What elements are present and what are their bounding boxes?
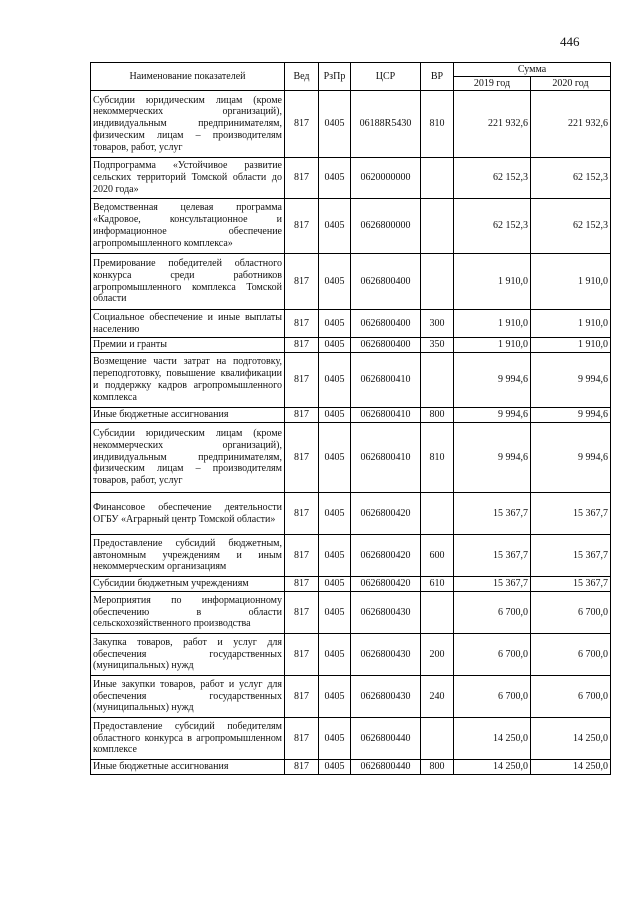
row-name: Субсидии бюджетным учреждениям: [91, 577, 285, 592]
row-rzpr: 0405: [319, 718, 351, 760]
row-sum-2020: 9 994,6: [531, 423, 611, 493]
row-vr: 350: [421, 338, 454, 353]
row-sum-2020: 1 910,0: [531, 254, 611, 310]
row-ved: 817: [285, 158, 319, 199]
row-csr: 0626800420: [351, 577, 421, 592]
header-rzpr: РзПр: [319, 63, 351, 91]
row-sum-2019: 15 367,7: [454, 535, 531, 577]
table-row: [91, 408, 611, 423]
row-name: Ведомственная целевая программа «Кадровое, консультационное и информационное обеспечение агропромышленного комплекса»: [91, 199, 285, 254]
row-sum-2019: 6 700,0: [454, 634, 531, 676]
row-csr: 0626800400: [351, 310, 421, 338]
header-name: Наименование показателей: [91, 63, 285, 91]
row-sum-2019: 9 994,6: [454, 353, 531, 408]
row-ved: 817: [285, 199, 319, 254]
row-ved: 817: [285, 676, 319, 718]
row-csr: 0626800410: [351, 408, 421, 423]
row-csr: 0626800420: [351, 493, 421, 535]
row-sum-2020: 6 700,0: [531, 634, 611, 676]
table-row: [91, 634, 611, 676]
table-header: [91, 63, 611, 91]
table-row: [91, 760, 611, 775]
row-name: Премирование победителей областного конкурса среди работников агропромышленного комплекса Томской области: [91, 254, 285, 310]
row-sum-2019: 62 152,3: [454, 199, 531, 254]
header-csr: ЦСР: [351, 63, 421, 91]
table-row: [91, 577, 611, 592]
row-sum-2020: 221 932,6: [531, 91, 611, 158]
row-name: Иные бюджетные ассигнования: [91, 408, 285, 423]
table-row: [91, 676, 611, 718]
row-ved: 817: [285, 760, 319, 775]
row-vr: [421, 158, 454, 199]
row-csr: 0626800410: [351, 423, 421, 493]
row-vr: 800: [421, 760, 454, 775]
row-sum-2020: 6 700,0: [531, 592, 611, 634]
row-rzpr: 0405: [319, 338, 351, 353]
row-sum-2020: 1 910,0: [531, 310, 611, 338]
row-rzpr: 0405: [319, 199, 351, 254]
row-sum-2020: 15 367,7: [531, 493, 611, 535]
row-vr: [421, 199, 454, 254]
row-sum-2019: 62 152,3: [454, 158, 531, 199]
row-vr: 810: [421, 91, 454, 158]
row-rzpr: 0405: [319, 408, 351, 423]
row-rzpr: 0405: [319, 423, 351, 493]
table-row: [91, 254, 611, 310]
row-vr: [421, 592, 454, 634]
row-sum-2020: 15 367,7: [531, 535, 611, 577]
row-vr: [421, 718, 454, 760]
row-ved: 817: [285, 91, 319, 158]
row-vr: 200: [421, 634, 454, 676]
table-row: [91, 310, 611, 338]
row-rzpr: 0405: [319, 91, 351, 158]
row-sum-2020: 15 367,7: [531, 577, 611, 592]
row-rzpr: 0405: [319, 310, 351, 338]
row-csr: 0626800410: [351, 353, 421, 408]
row-ved: 817: [285, 493, 319, 535]
header-2019: 2019 год: [454, 77, 531, 91]
row-csr: 0626800430: [351, 592, 421, 634]
row-rzpr: 0405: [319, 592, 351, 634]
table-row: [91, 158, 611, 199]
row-vr: 810: [421, 423, 454, 493]
row-sum-2020: 9 994,6: [531, 408, 611, 423]
row-sum-2020: 14 250,0: [531, 718, 611, 760]
row-csr: 0626800420: [351, 535, 421, 577]
row-name: Иные бюджетные ассигнования: [91, 760, 285, 775]
row-vr: 600: [421, 535, 454, 577]
row-ved: 817: [285, 535, 319, 577]
table-row: [91, 199, 611, 254]
row-sum-2020: 14 250,0: [531, 760, 611, 775]
row-sum-2019: 6 700,0: [454, 592, 531, 634]
row-name: Премии и гранты: [91, 338, 285, 353]
row-ved: 817: [285, 577, 319, 592]
row-vr: 610: [421, 577, 454, 592]
row-name: Субсидии юридическим лицам (кроме некоммерческих организаций), индивидуальным предпринимателям, физическим лицам – производителям товаров, работ, услуг: [91, 91, 285, 158]
row-csr: 0620000000: [351, 158, 421, 199]
row-csr: 0626800440: [351, 718, 421, 760]
row-sum-2019: 1 910,0: [454, 254, 531, 310]
row-rzpr: 0405: [319, 353, 351, 408]
table-row: [91, 592, 611, 634]
table-row: [91, 353, 611, 408]
row-csr: 0626800000: [351, 199, 421, 254]
row-sum-2020: 62 152,3: [531, 158, 611, 199]
row-rzpr: 0405: [319, 577, 351, 592]
row-ved: 817: [285, 718, 319, 760]
row-csr: 0626800440: [351, 760, 421, 775]
row-sum-2019: 14 250,0: [454, 760, 531, 775]
row-rzpr: 0405: [319, 158, 351, 199]
table-row: [91, 423, 611, 493]
row-name: Предоставление субсидий бюджетным, автономным учреждениям и иным некоммерческим организациям: [91, 535, 285, 577]
row-sum-2019: 9 994,6: [454, 408, 531, 423]
table-row: [91, 493, 611, 535]
row-sum-2019: 15 367,7: [454, 577, 531, 592]
row-rzpr: 0405: [319, 493, 351, 535]
budget-table: [90, 62, 611, 775]
row-vr: [421, 254, 454, 310]
row-csr: 0626800400: [351, 254, 421, 310]
row-name: Финансовое обеспечение деятельности ОГБУ «Аграрный центр Томской области»: [91, 493, 285, 535]
header-2020: 2020 год: [531, 77, 611, 91]
header-ved: Вед: [285, 63, 319, 91]
row-rzpr: 0405: [319, 535, 351, 577]
row-name: Закупка товаров, работ и услуг для обеспечения государственных (муниципальных) нужд: [91, 634, 285, 676]
row-csr: 0626800430: [351, 634, 421, 676]
row-csr: 06188R5430: [351, 91, 421, 158]
row-rzpr: 0405: [319, 760, 351, 775]
row-ved: 817: [285, 353, 319, 408]
row-name: Мероприятия по информационному обеспечению в области сельскохозяйственного производства: [91, 592, 285, 634]
row-sum-2020: 6 700,0: [531, 676, 611, 718]
row-rzpr: 0405: [319, 254, 351, 310]
row-name: Социальное обеспечение и иные выплаты населению: [91, 310, 285, 338]
row-name: Предоставление субсидий победителям областного конкурса в агропромышленном комплексе: [91, 718, 285, 760]
table-row: [91, 91, 611, 158]
row-sum-2019: 1 910,0: [454, 338, 531, 353]
row-vr: 240: [421, 676, 454, 718]
page-number: 446: [560, 34, 580, 49]
row-vr: [421, 353, 454, 408]
row-sum-2019: 15 367,7: [454, 493, 531, 535]
row-sum-2019: 221 932,6: [454, 91, 531, 158]
table-row: [91, 535, 611, 577]
row-sum-2020: 1 910,0: [531, 338, 611, 353]
row-ved: 817: [285, 423, 319, 493]
row-name: Подпрограмма «Устойчивое развитие сельских территорий Томской области до 2020 года»: [91, 158, 285, 199]
row-ved: 817: [285, 338, 319, 353]
row-name: Иные закупки товаров, работ и услуг для обеспечения государственных (муниципальных) нужд: [91, 676, 285, 718]
row-csr: 0626800400: [351, 338, 421, 353]
row-rzpr: 0405: [319, 676, 351, 718]
row-ved: 817: [285, 592, 319, 634]
row-vr: [421, 493, 454, 535]
header-vr: ВР: [421, 63, 454, 91]
row-sum-2019: 6 700,0: [454, 676, 531, 718]
table-row: [91, 718, 611, 760]
row-ved: 817: [285, 634, 319, 676]
row-rzpr: 0405: [319, 634, 351, 676]
row-ved: 817: [285, 310, 319, 338]
row-sum-2019: 1 910,0: [454, 310, 531, 338]
header-sum: Сумма: [454, 63, 611, 77]
row-ved: 817: [285, 254, 319, 310]
table-body: [91, 91, 611, 775]
row-vr: 800: [421, 408, 454, 423]
row-sum-2019: 9 994,6: [454, 423, 531, 493]
row-name: Субсидии юридическим лицам (кроме некоммерческих организаций), индивидуальным предпринимателям, физическим лицам – производителям товаров, работ, услуг: [91, 423, 285, 493]
row-name: Возмещение части затрат на подготовку, переподготовку, повышение квалификации и поддержку кадров агропромышленного комплекса: [91, 353, 285, 408]
table-row: [91, 338, 611, 353]
row-sum-2020: 9 994,6: [531, 353, 611, 408]
row-sum-2020: 62 152,3: [531, 199, 611, 254]
row-ved: 817: [285, 408, 319, 423]
row-sum-2019: 14 250,0: [454, 718, 531, 760]
row-vr: 300: [421, 310, 454, 338]
row-csr: 0626800430: [351, 676, 421, 718]
